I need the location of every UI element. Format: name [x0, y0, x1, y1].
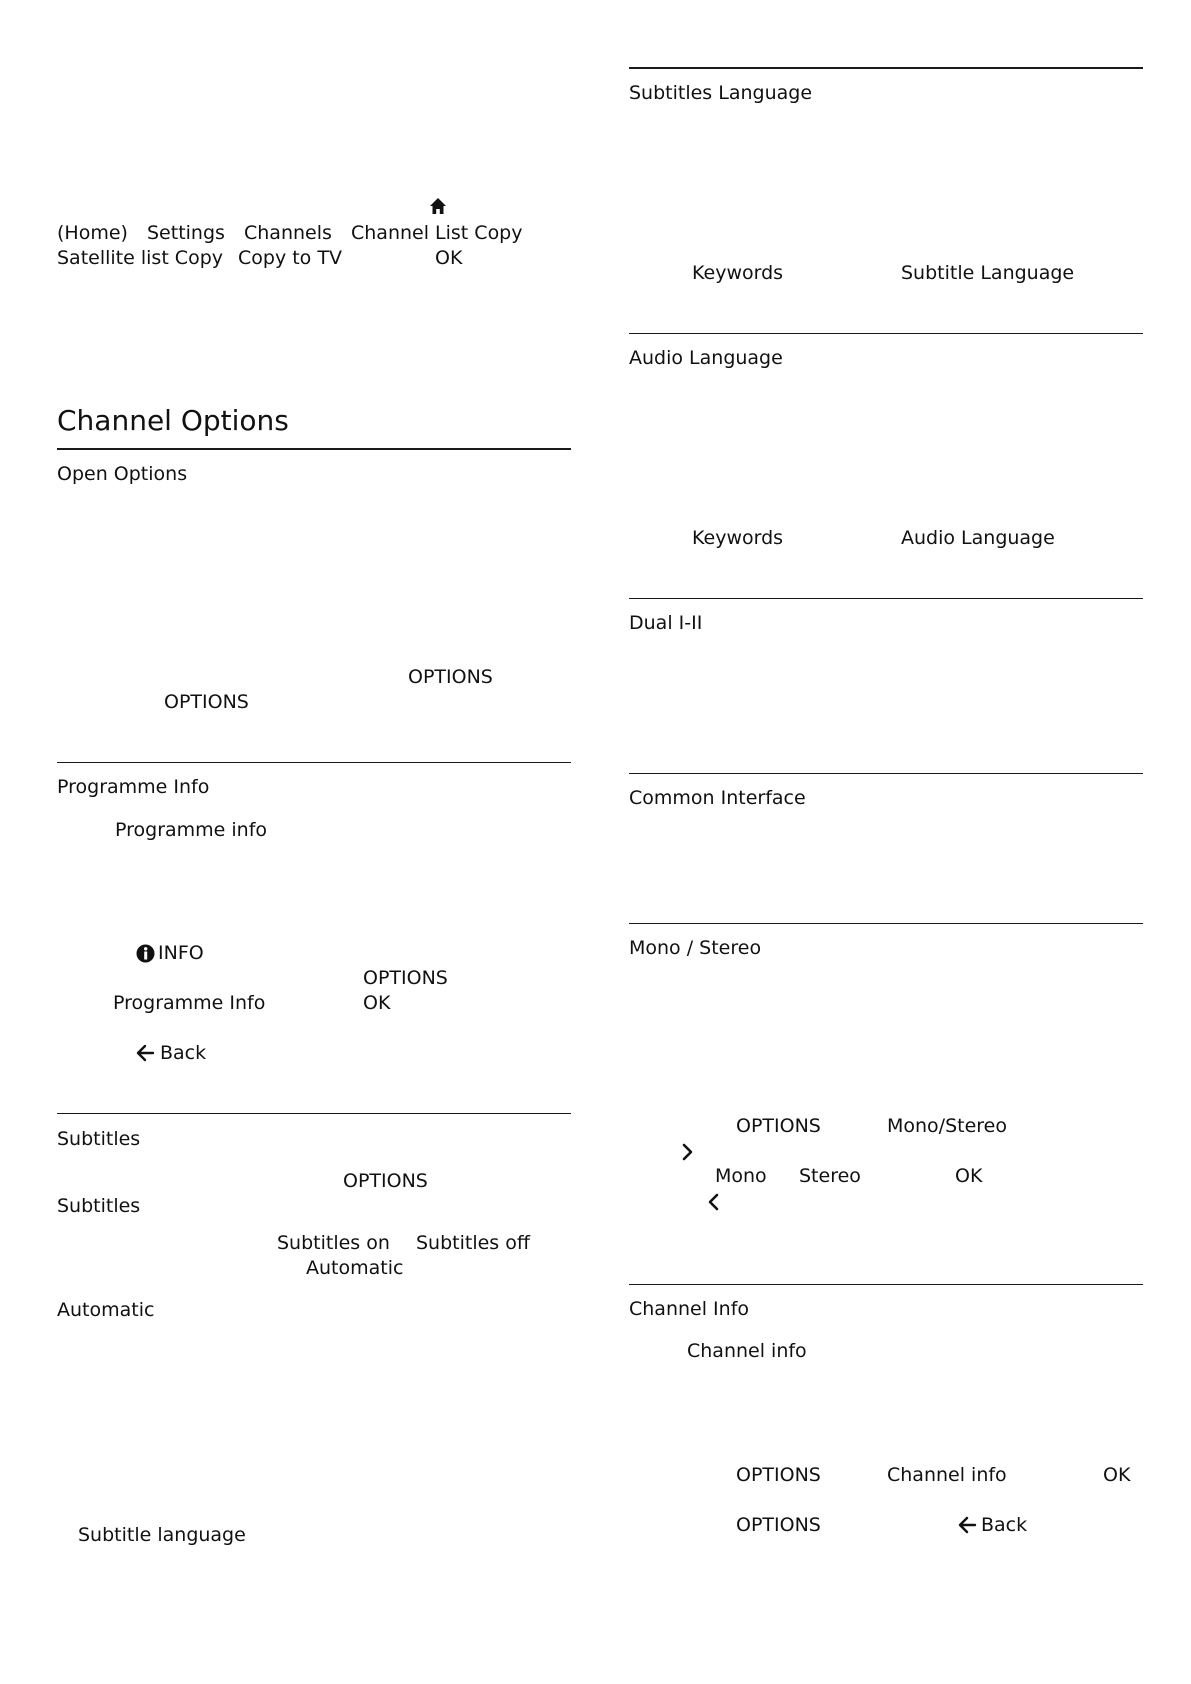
subtitles-off-option: Subtitles off [416, 1232, 530, 1254]
subtitles-menu-label: Subtitles [57, 1195, 141, 1217]
chevron-left-icon [708, 1193, 720, 1211]
channel-info-menu-label: Channel info [887, 1464, 1007, 1486]
audio-language-keyword-value: Audio Language [901, 527, 1055, 549]
nav-channel-list-copy: Channel List Copy [351, 222, 523, 244]
back-arrow-icon [957, 1516, 977, 1534]
mono-stereo-options-key: OPTIONS [736, 1115, 821, 1137]
section-title-divider [57, 448, 571, 450]
subtitles-language-keywords: Keywords [692, 262, 784, 284]
nav-ok: OK [435, 247, 463, 269]
section-title: Channel Options [57, 404, 289, 437]
divider-common-interface [629, 773, 1143, 774]
audio-language-keywords: Keywords [692, 527, 784, 549]
divider-subtitles [57, 1113, 571, 1114]
subtitles-options-key: OPTIONS [343, 1170, 428, 1192]
automatic-label: Automatic [57, 1299, 155, 1321]
nav-home: (Home) [57, 222, 128, 244]
subtitles-automatic-option: Automatic [306, 1257, 404, 1279]
subtitle-language-label: Subtitle language [78, 1524, 246, 1546]
channel-info-options-key-1: OPTIONS [736, 1464, 821, 1486]
info-icon [136, 944, 155, 963]
stereo-option: Stereo [799, 1165, 861, 1187]
subtitles-heading: Subtitles [57, 1128, 141, 1150]
subtitles-on-option: Subtitles on [277, 1232, 390, 1254]
programme-info-sub: Programme info [115, 819, 268, 841]
dual-heading: Dual I-II [629, 612, 703, 634]
home-icon [429, 197, 447, 215]
subtitles-language-keyword-value: Subtitle Language [901, 262, 1075, 284]
divider-programme-info [57, 762, 571, 763]
back-key: Back [160, 1042, 207, 1064]
channel-info-ok-key: OK [1103, 1464, 1131, 1486]
nav-copy-to-tv: Copy to TV [238, 247, 342, 269]
subtitles-language-heading: Subtitles Language [629, 82, 813, 104]
divider-channel-info [629, 1284, 1143, 1285]
programme-info-heading: Programme Info [57, 776, 210, 798]
divider-subtitles-language [629, 67, 1143, 69]
channel-info-sub: Channel info [687, 1340, 807, 1362]
programme-info-menu-label: Programme Info [113, 992, 266, 1014]
nav-settings: Settings [147, 222, 225, 244]
mono-option: Mono [715, 1165, 767, 1187]
divider-mono-stereo [629, 923, 1143, 924]
common-interface-heading: Common Interface [629, 787, 806, 809]
open-options-heading: Open Options [57, 463, 188, 485]
nav-satellite-list-copy: Satellite list Copy [57, 247, 223, 269]
chevron-right-icon [681, 1143, 693, 1161]
open-options-key-1: OPTIONS [408, 666, 493, 688]
mono-stereo-menu-label: Mono/Stereo [887, 1115, 1007, 1137]
channel-info-options-key-2: OPTIONS [736, 1514, 821, 1536]
divider-dual [629, 598, 1143, 599]
audio-language-heading: Audio Language [629, 347, 783, 369]
divider-audio-language [629, 333, 1143, 334]
programme-info-options-key: OPTIONS [363, 967, 448, 989]
channel-info-back-key: Back [981, 1514, 1028, 1536]
info-key: INFO [158, 942, 204, 964]
mono-stereo-heading: Mono / Stereo [629, 937, 762, 959]
back-arrow-icon [135, 1044, 155, 1062]
channel-info-heading: Channel Info [629, 1298, 750, 1320]
programme-info-ok-key: OK [363, 992, 391, 1014]
nav-channels: Channels [244, 222, 332, 244]
mono-stereo-ok-key: OK [955, 1165, 983, 1187]
open-options-key-2: OPTIONS [164, 691, 249, 713]
